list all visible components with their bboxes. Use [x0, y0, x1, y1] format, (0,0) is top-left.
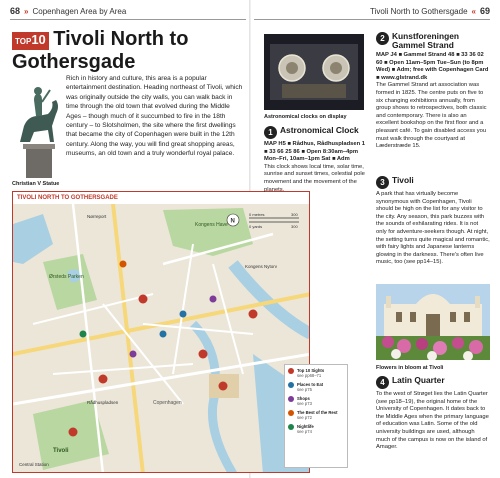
sight-marker[interactable] — [199, 350, 208, 359]
top10-badge-ten: 10 — [31, 32, 46, 47]
window — [450, 312, 456, 322]
flower — [391, 349, 401, 359]
clock-base — [282, 84, 346, 98]
right-section-name: Tivoli North to Gothersgade — [370, 6, 468, 16]
legend-symbol — [288, 424, 294, 430]
clock-caption: Astronomical clocks on display — [264, 114, 347, 120]
flower — [452, 337, 464, 349]
entry-tivoli — [376, 176, 490, 267]
entry-title: Kunstforeningen Gammel Strand — [392, 31, 459, 50]
page-title: Tivoli North to Gothersgade — [12, 28, 189, 73]
legend-symbol — [288, 382, 294, 388]
label-kongens-have: Kongens Have — [195, 222, 228, 228]
entry-info: MAP H5 ■ Rådhus, Rådhuspladsen 1 ■ 33 66 25 86 ■ Open 8:30am–4pm Mon–Fri, 10am–1pm Sat ■ Adm — [264, 141, 365, 163]
statue-plinth — [26, 148, 52, 178]
map-heading: TIVOLI NORTH TO GOTHERSGADE — [13, 192, 309, 204]
sight-marker[interactable] — [139, 295, 148, 304]
statue-baton — [42, 90, 50, 102]
label-orsteds-parken: Ørsteds Parken — [49, 274, 84, 280]
entry-title: Latin Quarter — [392, 375, 445, 385]
top10-badge — [12, 32, 49, 50]
equestrian-statue-illustration — [12, 82, 64, 178]
restaurant-marker[interactable] — [180, 311, 187, 318]
legend-page: see p73 — [297, 401, 312, 406]
legend-title: Nightlife — [297, 424, 314, 429]
entry-number: 1 — [264, 126, 277, 139]
minaret — [386, 296, 391, 308]
tivoli-caption: Flowers in bloom at Tivoli — [376, 365, 444, 371]
legend-symbol — [288, 368, 294, 374]
sight-marker[interactable] — [69, 428, 78, 437]
north-label: N — [230, 218, 235, 225]
right-running-head — [370, 6, 490, 16]
entry-text: To the west of Strøget lies the Latin Quarter (see pp18–19), the original home of the University of Copenhagen. It dates back to the Middle Ages when the primary language of education was Latin. Some of the old university buildings are used, although much of the campus is now on the island of Amager. — [376, 391, 489, 451]
minaret — [475, 296, 480, 308]
entry-number: 4 — [376, 376, 389, 389]
legend-item — [288, 424, 344, 434]
entry-title: Astronomical Clock — [280, 125, 359, 135]
label-norreport: Nørreport — [87, 214, 107, 219]
label-kongens-nytorv: Kongens Nytorv — [245, 264, 278, 269]
label-copenhagen: Copenhagen — [153, 400, 182, 406]
legend-title: Places to Eat — [297, 382, 324, 387]
right-page-number: 69 — [479, 6, 490, 16]
right-head-rule — [254, 19, 490, 20]
chevron-left-icon: « — [471, 6, 476, 16]
window — [396, 312, 402, 322]
sight-marker[interactable] — [219, 382, 228, 391]
scale-yards-value: 300 — [291, 224, 298, 229]
shop-marker[interactable] — [210, 296, 217, 303]
clock-dial-center — [330, 62, 342, 74]
legend-page: see p72 — [297, 415, 312, 420]
clock-dial-center — [286, 62, 298, 74]
scale-yards-label: 0 yards — [249, 224, 263, 229]
legend-title: The Best of the Rest — [297, 410, 338, 415]
legend-title: Top 10 Sights — [297, 368, 325, 373]
map-legend — [284, 364, 348, 468]
entry-latin-quarter — [376, 376, 490, 452]
intro-paragraph: Rich in history and culture, this area is a popular entertainment destination. Heading northeast of Tivoli, which was originally outside the city walls, you can walk back in time through the old town that evolved during the Middle Ages – though much of it succumbed to fire in the 18th century – to Slotsholmen, the site where the first dwellings that became the city of Copenhagen were built in the 12th century. Along the way, you will find great shopping areas, museums, an old town and a truly wonderful royal palace. — [66, 75, 243, 158]
legend-item — [288, 382, 344, 392]
label-radhuspladsen: Rådhuspladsen — [87, 400, 119, 405]
legend-item — [288, 368, 344, 378]
legend-symbol — [288, 410, 294, 416]
entry-title: Tivoli — [392, 175, 414, 185]
top10-badge-top: TOP — [15, 37, 32, 46]
statue-plinth-top — [23, 144, 55, 149]
chevron-right-icon: » — [24, 6, 29, 16]
flower — [416, 338, 428, 350]
statue-rider — [34, 94, 42, 116]
area-map[interactable] — [12, 191, 310, 473]
legend-page: see p75 — [297, 387, 312, 392]
label-tivoli: Tivoli — [53, 448, 69, 454]
window — [464, 312, 470, 322]
entry-text: A park that has virtually become synonymous with Copenhagen, Tivoli should be high on the list for any visitor to the city. Any season, this park buzzes with the sounds of exhilarating rides. It is not only for adventure-seekers though. At night, the setting turns quite magical and romantic, with fairy lights and Japanese lanterns glowing in the darkness. There's often live music, too (see pp14–15). — [376, 191, 490, 266]
flower — [382, 336, 394, 348]
legend-symbol — [288, 396, 294, 402]
legend-title: Shops — [297, 396, 310, 401]
entry-astronomical-clock — [264, 126, 370, 194]
sight-marker[interactable] — [99, 375, 108, 384]
north-arrow-icon — [227, 214, 239, 226]
restaurant-marker[interactable] — [160, 331, 167, 338]
scale-metres-label: 0 metres — [249, 212, 265, 217]
window — [410, 312, 416, 322]
legend-page: see p74 — [297, 429, 312, 434]
nightlife-marker[interactable] — [80, 331, 87, 338]
left-running-head — [10, 6, 126, 16]
doorway — [426, 314, 440, 338]
title-block — [12, 28, 242, 74]
entry-info: MAP J4 ■ Gammel Strand 48 ■ 33 36 02 60 ■ Open 11am–5pm Tue–Sun (to 8pm Wed) ■ Adm; free with Copenhagen Card ■ www.glstrand.dk — [376, 52, 489, 81]
shop-marker[interactable] — [130, 351, 137, 358]
astronomical-clock-photo — [264, 34, 364, 110]
map-drawing[interactable] — [13, 204, 310, 473]
statue-caption: Christian V Statue — [12, 181, 60, 187]
entry-text: The Gammel Strand art association was formed in 1825. The centre puts on five to six changing exhibitions annually, from group shows to retrospectives, both classic and contemporary. There is also an excellent bookshop on the first floor and a pleasant café. To gain disabled access you must walk through the courtyard at Læderstræde 15. — [376, 82, 487, 150]
left-section-name: Copenhagen Area by Area — [32, 6, 127, 16]
legend-page: see pp68–71 — [297, 373, 322, 378]
legend-item — [288, 396, 344, 406]
scale-metres-value: 300 — [291, 212, 298, 217]
statue-rider-head — [34, 87, 42, 95]
entry-text: This clock shows local time, solar time, sunrise and sunset times, celestial pole movement and the movement of the planets. — [264, 163, 365, 193]
sight-marker[interactable] — [249, 310, 258, 319]
left-page-number: 68 — [10, 6, 21, 16]
entry-kunstforeningen — [376, 32, 490, 151]
rest-marker[interactable] — [120, 261, 127, 268]
entry-number: 3 — [376, 176, 389, 189]
flower — [469, 340, 483, 354]
tivoli-flowers-photo — [376, 284, 490, 360]
label-central-station: Central Station — [19, 462, 49, 467]
legend-item — [288, 410, 344, 420]
left-head-rule — [10, 19, 246, 20]
entry-number: 2 — [376, 32, 389, 45]
